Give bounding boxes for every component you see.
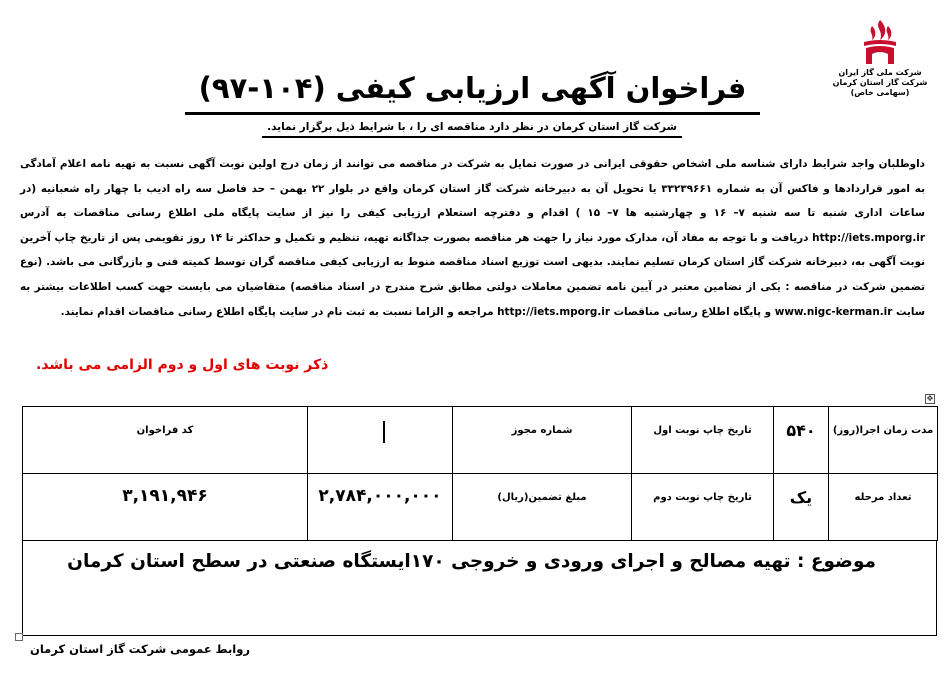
nigc-flame-logo-icon [858,18,902,68]
first-print-label: تاریخ چاپ نوبت اول [632,407,774,474]
logo-line-1: شرکت ملی گاز ایران [838,68,922,77]
subtitle: شرکت گاز استان کرمان در نظر دارد مناقصه ای را ، با شرایط ذیل برگزار نماید. [267,121,677,133]
footer-signature: روابط عمومی شرکت گاز استان کرمان [30,642,251,656]
permit-label: شماره مجوز [453,407,632,474]
guarantee-label: مبلغ تضمین(ریال) [453,474,632,541]
company-logo [826,18,934,118]
permit-value-cell[interactable] [308,407,453,474]
second-print-label: تاریخ چاپ نوبت دوم [632,474,774,541]
move-handle-icon[interactable]: ✥ [926,394,934,403]
subtitle-underline [262,136,682,138]
subject-box [22,541,937,636]
resize-handle-icon[interactable] [15,633,23,641]
stages-value: یک [774,474,829,541]
code-value: ۳,۱۹۱,۹۴۶ [23,474,308,541]
logo-line-3: (سهامی خاص) [850,88,910,97]
title-underline [185,112,760,115]
tender-info-table [22,406,938,541]
page-title: فراخوان آگهی ارزیابی کیفی (۱۰۴-۹۷) [198,71,747,105]
text-cursor [383,421,385,443]
subject-text: موضوع : تهیه مصالح و اجرای ورودی و خروجی ۱۷۰ایستگاه صنعتی در سطح استان کرمان [67,551,876,572]
body-paragraph: داوطلبان واجد شرایط دارای شناسه ملی اشخاص حقوقی ایرانی در صورت تمایل به شرکت در مناقصه می توانند از زمان درج اولین نوبت آگهی نسبت به تهیه نامه اعلام آمادگی به امور قراردادها و فاکس آن به شماره ۳۳۲۳۹۶۶۱ یا تحویل آن به دبیرخانه شرکت گاز استان کرمان واقع در بلوار ۲۲ بهمن – حد فاصل سه راه ادیب با چهار راه شعبانیه (در ساعات اداری شنبه تا سه شنبه ۷– ۱۶ و چهارشنبه ها ۷– ۱۵ ) اقدام و دفترچه استعلام ارزیابی کیفی را نیز از سایت پایگاه ملی اطلاع رسانی مناقصات به آدرس http://iets.mporg.ir دریافت و با توجه به مفاد آن، مدارک مورد نیاز را جهت هر مناقصه بصورت جداگانه تهیه، تنظیم و تکمیل و حداکثر تا ۱۴ روز تقویمی پس از تاریخ چاپ آخرین نوبت آگهی به، دبیرخانه شرکت گاز استان کرمان تسلیم نمایند. بدیهی است توزیع اسناد مناقصه منوط به ارزیابی کیفی مناقصه گران توسط کمیته فنی و بازرگانی می باشد. (نوع تضمین شرکت در مناقصه : یکی از تضامین معتبر در آیین نامه تضمین معاملات دولتی مطابق شرح مندرج در اسناد مناقصه) متقاضیان می بایست جهت کسب اطلاعات بیشتر به سایت www.nigc-kerman.ir و پایگاه اطلاع رسانی مناقصات http://iets.mporg.ir مراجعه و الزاما نسبت به ثبت نام در سایت پایگاه اطلاع رسانی مناقصات اقدام نمایند. [20,158,925,318]
mandatory-note: ذکر نوبت های اول و دوم الزامی می باشد. [36,357,329,373]
table-row [23,407,938,474]
guarantee-value: ۲,۷۸۴,۰۰۰,۰۰۰ [308,474,453,541]
stages-label: تعداد مرحله [829,474,938,541]
table-row [23,474,938,541]
code-label: کد فراخوان [23,407,308,474]
duration-value: ۵۴۰ [774,407,829,474]
duration-label: مدت زمان اجرا(روز) [829,407,938,474]
logo-line-2: شرکت گاز استان کرمان [832,78,928,87]
